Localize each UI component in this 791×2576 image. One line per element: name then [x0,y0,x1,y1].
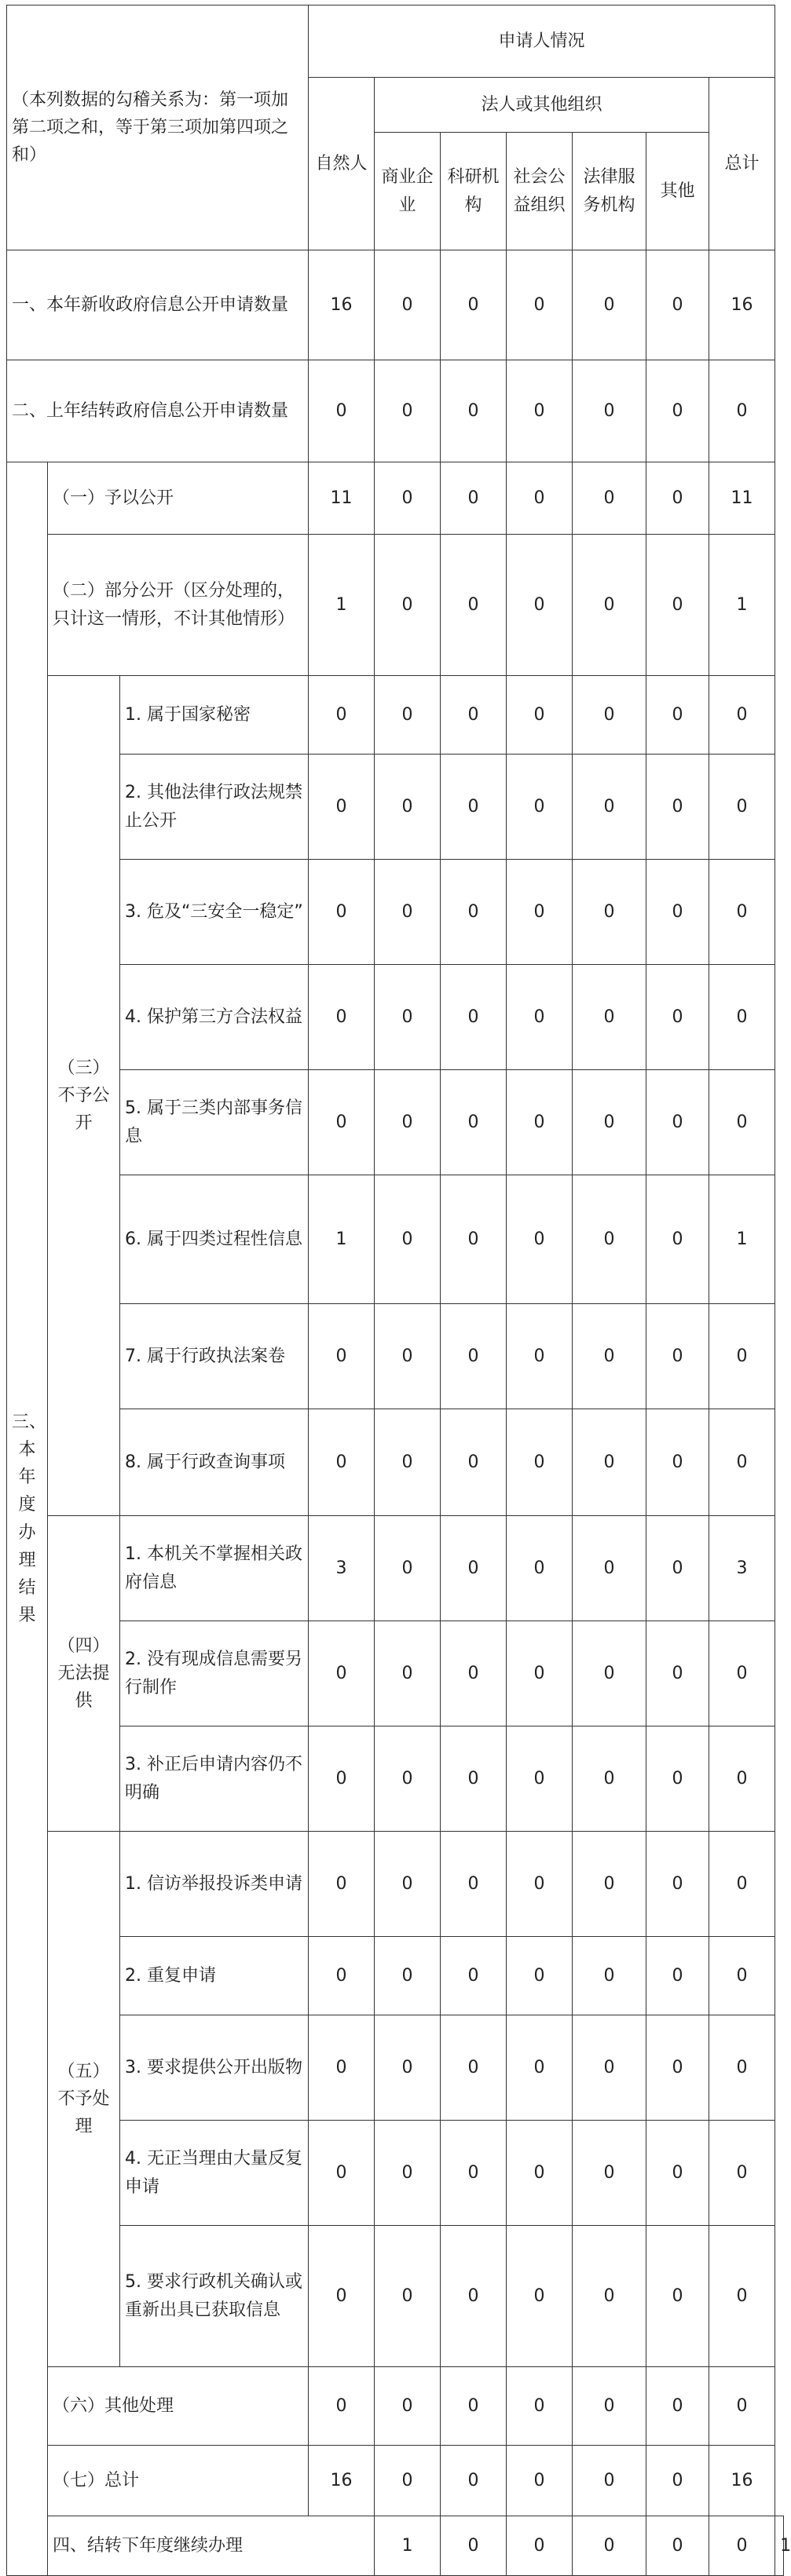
row-label: 3. 危及“三安全一稳定” [120,860,309,965]
cell-research: 0 [441,1726,507,1832]
cell-business: 0 [375,676,441,755]
cell-welfare: 0 [507,360,573,462]
cell-total: 0 [709,1937,775,2015]
cell-research: 0 [441,535,507,676]
cell-business: 0 [375,2226,441,2367]
cell-business: 0 [441,2516,507,2576]
row-label: 1. 信访举报投诉类申请 [120,1832,309,1937]
row-label: （一）予以公开 [48,462,309,535]
cell-research: 0 [441,1516,507,1621]
cell-research: 0 [441,2121,507,2226]
row-label: 2. 没有现成信息需要另行制作 [120,1621,309,1726]
cell-welfare: 0 [507,1832,573,1937]
header-public-welfare: 社会公益组织 [507,133,573,250]
cell-legal: 0 [573,462,646,535]
header-note: （本列数据的勾稽关系为：第一项加第二项之和，等于第三项加第四项之和） [7,5,309,250]
cell-other: 0 [646,2446,709,2516]
cell-business: 0 [375,965,441,1070]
cell-welfare: 0 [507,2367,573,2446]
table-row [7,1516,784,1621]
cell-other: 0 [709,2516,775,2576]
cell-natural: 16 [309,2446,375,2516]
cell-natural: 0 [309,2226,375,2367]
cell-business: 0 [375,1832,441,1937]
cell-natural: 0 [309,1832,375,1937]
cell-research: 0 [441,1175,507,1304]
header-natural-person: 自然人 [309,78,375,250]
row-label: 5. 属于三类内部事务信息 [120,1070,309,1175]
cell-total: 0 [709,1832,775,1937]
cell-natural: 0 [309,2121,375,2226]
cell-business: 0 [375,2121,441,2226]
cell-total: 1 [775,2516,784,2576]
row-label: 1. 本机关不掌握相关政府信息 [120,1516,309,1621]
cell-welfare: 0 [507,2446,573,2516]
cell-research: 0 [441,755,507,860]
cell-total: 0 [709,1070,775,1175]
cell-research: 0 [441,250,507,360]
table-row [7,1937,784,2015]
cell-research: 0 [441,360,507,462]
table-row [7,1621,784,1726]
header-business: 商业企业 [375,133,441,250]
header-applicant: 申请人情况 [309,5,775,78]
cell-welfare: 0 [507,462,573,535]
cell-legal: 0 [573,2446,646,2516]
row-label: 6. 属于四类过程性信息 [120,1175,309,1304]
cell-legal: 0 [573,965,646,1070]
cell-legal: 0 [573,1304,646,1409]
cell-legal: 0 [573,360,646,462]
cell-legal: 0 [573,676,646,755]
row-label: 4. 保护第三方合法权益 [120,965,309,1070]
table-row [7,1832,784,1937]
cell-legal: 0 [573,1832,646,1937]
cell-other: 0 [646,965,709,1070]
cell-research: 0 [441,2226,507,2367]
header-research: 科研机构 [441,133,507,250]
cell-business: 0 [375,1304,441,1409]
cell-total: 1 [709,1175,775,1304]
cell-other: 0 [646,1070,709,1175]
cell-other: 0 [646,1621,709,1726]
cell-welfare: 0 [507,535,573,676]
cell-natural: 0 [309,1409,375,1516]
cell-total: 3 [709,1516,775,1621]
cell-natural: 0 [309,2015,375,2121]
cell-natural: 0 [309,1621,375,1726]
cell-research: 0 [441,965,507,1070]
row-label: （六）其他处理 [48,2367,309,2446]
cell-welfare: 0 [507,676,573,755]
cell-business: 0 [375,860,441,965]
cell-research: 0 [441,2367,507,2446]
cell-research: 0 [441,860,507,965]
cell-total: 0 [709,860,775,965]
group-5-label: （五）不予处理 [48,1832,120,2367]
cell-research: 0 [441,1832,507,1937]
table-row [7,2121,784,2226]
row-label: 2. 其他法律行政法规禁止公开 [120,755,309,860]
row-label: 一、本年新收政府信息公开申请数量 [7,250,309,360]
row-label: 3. 要求提供公开出版物 [120,2015,309,2121]
cell-total: 0 [709,2015,775,2121]
table-row [7,360,784,462]
cell-legal: 0 [573,1070,646,1175]
cell-welfare: 0 [507,755,573,860]
cell-welfare: 0 [507,965,573,1070]
cell-natural: 0 [309,1726,375,1832]
cell-other: 0 [646,1832,709,1937]
row-label: 2. 重复申请 [120,1937,309,2015]
cell-business: 0 [375,462,441,535]
row-label: 二、上年结转政府信息公开申请数量 [7,360,309,462]
cell-research: 0 [441,1304,507,1409]
cell-research: 0 [441,2015,507,2121]
cell-other: 0 [646,1726,709,1832]
cell-natural: 1 [309,1175,375,1304]
cell-natural: 0 [309,860,375,965]
table-row [7,1070,784,1175]
cell-business: 0 [375,1621,441,1726]
cell-total: 11 [709,462,775,535]
cell-research: 0 [441,1409,507,1516]
header-legal-group: 法人或其他组织 [375,78,709,133]
cell-total: 0 [709,755,775,860]
cell-welfare: 0 [507,1070,573,1175]
cell-natural: 0 [309,1304,375,1409]
header-other: 其他 [646,133,709,250]
cell-legal: 0 [573,1175,646,1304]
table-row [7,755,784,860]
cell-welfare: 0 [573,2516,646,2576]
cell-other: 0 [646,535,709,676]
cell-research: 0 [441,2446,507,2516]
cell-other: 0 [646,462,709,535]
table-row [7,2446,784,2516]
section-3-label: 三、本年度办理结果 [7,462,48,2576]
cell-other: 0 [646,2015,709,2121]
cell-other: 0 [646,1937,709,2015]
cell-welfare: 0 [507,1726,573,1832]
cell-welfare: 0 [507,1937,573,2015]
cell-legal: 0 [573,1409,646,1516]
cell-research: 0 [507,2516,573,2576]
cell-welfare: 0 [507,2226,573,2367]
cell-total: 0 [709,2226,775,2367]
cell-business: 0 [375,360,441,462]
cell-welfare: 0 [507,1304,573,1409]
cell-natural: 16 [309,250,375,360]
cell-total: 1 [709,535,775,676]
cell-business: 0 [375,1937,441,2015]
cell-research: 0 [441,1070,507,1175]
cell-legal: 0 [646,2516,709,2576]
cell-business: 0 [375,250,441,360]
cell-welfare: 0 [507,2015,573,2121]
cell-other: 0 [646,250,709,360]
cell-legal: 0 [573,2367,646,2446]
cell-other: 0 [646,676,709,755]
cell-legal: 0 [573,250,646,360]
cell-total: 0 [709,1726,775,1832]
table-row [7,965,784,1070]
cell-legal: 0 [573,2121,646,2226]
cell-natural: 1 [375,2516,441,2576]
cell-natural: 3 [309,1516,375,1621]
cell-business: 0 [375,755,441,860]
table-row [7,2516,784,2576]
cell-welfare: 0 [507,1516,573,1621]
cell-other: 0 [646,1516,709,1621]
cell-total: 16 [709,250,775,360]
cell-legal: 0 [573,1621,646,1726]
table-row [7,535,784,676]
cell-welfare: 0 [507,250,573,360]
cell-natural: 0 [309,755,375,860]
table-row [7,676,784,755]
cell-legal: 0 [573,1516,646,1621]
group-3-label: （三）不予公开 [48,676,120,1516]
cell-business: 0 [375,1175,441,1304]
cell-other: 0 [646,1304,709,1409]
cell-other: 0 [646,1409,709,1516]
cell-legal: 0 [573,2226,646,2367]
cell-welfare: 0 [507,2121,573,2226]
cell-business: 0 [375,1070,441,1175]
cell-natural: 0 [309,676,375,755]
cell-natural: 0 [309,965,375,1070]
cell-legal: 0 [573,1726,646,1832]
row-label: 4. 无正当理由大量反复申请 [120,2121,309,2226]
table-row [7,1304,784,1409]
table-row [7,462,784,535]
cell-total: 0 [709,360,775,462]
cell-legal: 0 [573,1937,646,2015]
cell-business: 0 [375,2367,441,2446]
cell-other: 0 [646,2367,709,2446]
table-row [7,860,784,965]
cell-business: 0 [375,535,441,676]
cell-natural: 0 [309,2367,375,2446]
cell-natural: 11 [309,462,375,535]
cell-natural: 0 [309,1937,375,2015]
cell-natural: 1 [309,535,375,676]
cell-research: 0 [441,462,507,535]
row-label: 5. 要求行政机关确认或重新出具已获取信息 [120,2226,309,2367]
cell-total: 0 [709,1304,775,1409]
cell-research: 0 [441,1937,507,2015]
cell-other: 0 [646,860,709,965]
header-total: 总计 [709,78,775,250]
cell-other: 0 [646,1175,709,1304]
cell-business: 0 [375,1409,441,1516]
cell-total: 0 [709,1409,775,1516]
row-label: （七）总计 [48,2446,309,2516]
gov-info-disclosure-table [6,5,791,2576]
cell-welfare: 0 [507,1175,573,1304]
cell-welfare: 0 [507,860,573,965]
cell-business: 0 [375,1516,441,1621]
table-row [7,1409,784,1516]
cell-business: 0 [375,2015,441,2121]
group-4-label: （四）无法提供 [48,1516,120,1832]
cell-other: 0 [646,2121,709,2226]
cell-other: 0 [646,360,709,462]
row-label: 7. 属于行政执法案卷 [120,1304,309,1409]
table-row [7,2226,784,2367]
row-label: 1. 属于国家秘密 [120,676,309,755]
table-row [7,250,784,360]
cell-other: 0 [646,2226,709,2367]
cell-legal: 0 [573,535,646,676]
cell-total: 0 [709,676,775,755]
cell-natural: 0 [309,360,375,462]
cell-total: 0 [709,2367,775,2446]
cell-research: 0 [441,1621,507,1726]
cell-total: 0 [709,2121,775,2226]
cell-welfare: 0 [507,1409,573,1516]
cell-business: 0 [375,1726,441,1832]
cell-other: 0 [646,755,709,860]
table-row [7,2367,784,2446]
row-label: 四、结转下年度继续办理 [48,2516,375,2576]
cell-research: 0 [441,676,507,755]
table-row [7,1726,784,1832]
cell-total: 16 [709,2446,775,2516]
cell-legal: 0 [573,2015,646,2121]
row-label: 8. 属于行政查询事项 [120,1409,309,1516]
header-legal-service: 法律服务机构 [573,133,646,250]
cell-total: 0 [709,1621,775,1726]
cell-welfare: 0 [507,1621,573,1726]
row-label: 3. 补正后申请内容仍不明确 [120,1726,309,1832]
cell-natural: 0 [309,1070,375,1175]
cell-total: 0 [709,965,775,1070]
cell-legal: 0 [573,755,646,860]
table-row [7,1175,784,1304]
cell-business: 0 [375,2446,441,2516]
cell-legal: 0 [573,860,646,965]
row-label: （二）部分公开（区分处理的，只计这一情形，不计其他情形） [48,535,309,676]
table-row [7,2015,784,2121]
